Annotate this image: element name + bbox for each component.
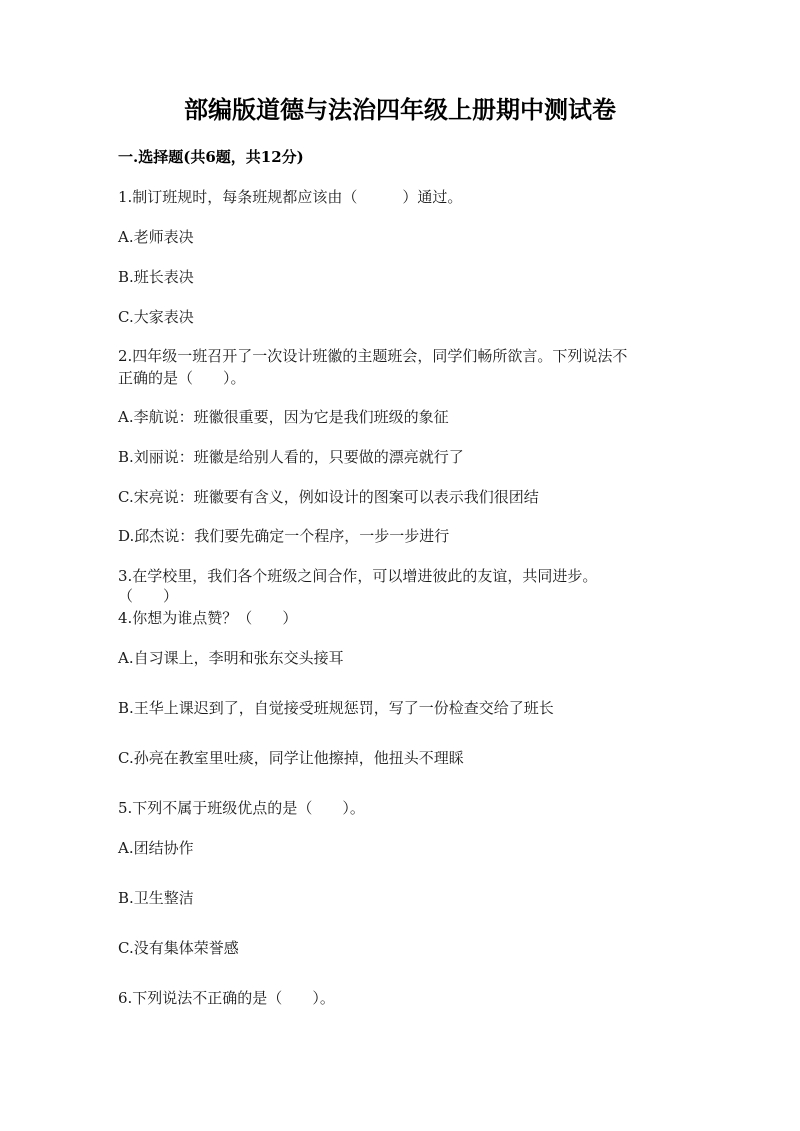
question-2-option-b: B.刘丽说：班徽是给别人看的，只要做的漂亮就行了	[118, 448, 464, 466]
question-4-stem: 4.你想为谁点赞？（ ）	[118, 609, 298, 627]
question-2-stem-line-2: 正确的是（ ）。	[118, 369, 246, 387]
question-4-option-a: A.自习课上，李明和张东交头接耳	[118, 649, 344, 667]
question-5-option-b: B.卫生整洁	[118, 889, 194, 907]
question-4-option-c: C.孙亮在教室里吐痰，同学让他擦掉，他扭头不理睬	[118, 749, 464, 767]
question-2-option-c: C.宋亮说：班徽要有含义，例如设计的图案可以表示我们很团结	[118, 488, 539, 506]
section-heading: 一.选择题(共6题，共12分)	[118, 148, 304, 166]
question-3-stem-line-2: （ ）	[118, 587, 179, 605]
question-2-option-d: D.邱杰说：我们要先确定一个程序，一步一步进行	[118, 527, 450, 545]
question-3-stem-line-1: 3.在学校里，我们各个班级之间合作，可以增进彼此的友谊，共同进步。	[118, 567, 598, 585]
question-2-option-a: A.李航说：班徽很重要，因为它是我们班级的象征	[118, 408, 449, 426]
question-4-option-b: B.王华上课迟到了，自觉接受班规惩罚，写了一份检查交给了班长	[118, 699, 554, 717]
question-6-stem: 6.下列说法不正确的是（ ）。	[118, 989, 335, 1007]
question-5-stem: 5.下列不属于班级优点的是（ ）。	[118, 799, 365, 817]
question-1-stem: 1.制订班规时，每条班规都应该由（ ）通过。	[118, 188, 463, 206]
page-title: 部编版道德与法治四年级上册期中测试卷	[184, 95, 616, 124]
question-1-option-a: A.老师表决	[118, 228, 194, 246]
question-5-option-a: A.团结协作	[118, 839, 194, 857]
question-1-option-b: B.班长表决	[118, 268, 194, 286]
question-1-option-c: C.大家表决	[118, 308, 194, 326]
question-2-stem-line-1: 2.四年级一班召开了一次设计班徽的主题班会，同学们畅所欲言。下列说法不	[118, 347, 628, 365]
question-5-option-c: C.没有集体荣誉感	[118, 939, 239, 957]
